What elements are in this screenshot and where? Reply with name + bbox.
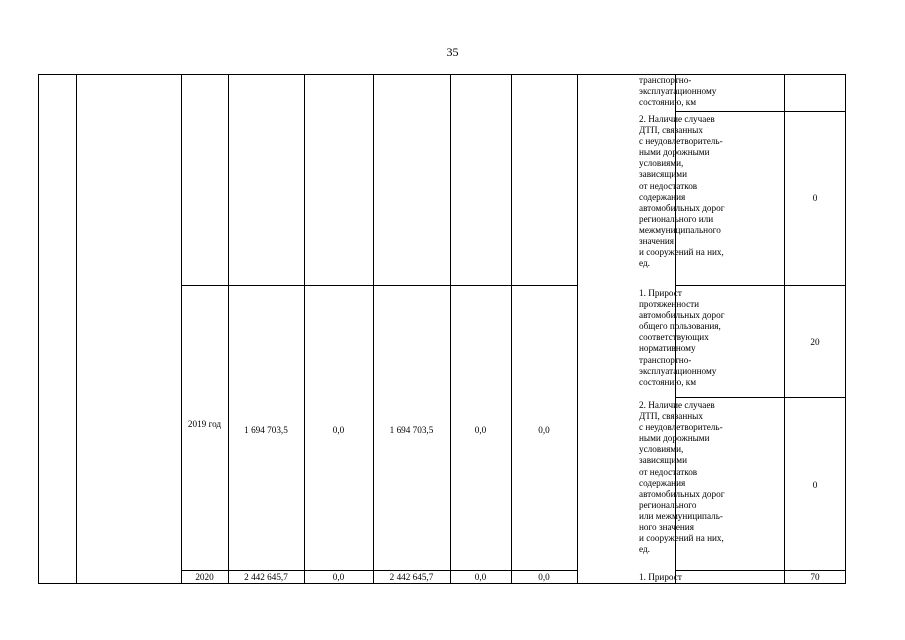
indicator-cell (638, 114, 785, 269)
amount-cell: 0,0 (474, 425, 487, 435)
indicator-value: 0 (812, 193, 818, 203)
amount-cell: 1 694 703,5 (389, 425, 434, 435)
indicator-cell (638, 75, 785, 108)
year-label: 2019 год (187, 419, 222, 429)
indicator-line: с неудовлетворитель- (639, 422, 723, 433)
indicator-line: регионального (639, 499, 697, 510)
column-divider (577, 74, 578, 584)
table-border-left (38, 74, 39, 584)
indicator-line: эксплуатационному (639, 86, 717, 97)
row-divider (675, 111, 846, 112)
indicator-line: регионального или (639, 213, 714, 224)
indicator-line: содержания (639, 477, 686, 488)
page-number: 35 (446, 45, 459, 59)
indicator-line: состоянию, км (639, 376, 697, 387)
indicator-line: зависящими (639, 455, 687, 466)
amount-total: 2 442 645,7 (244, 572, 288, 582)
indicator-value: 20 (810, 337, 820, 347)
indicator-line: зависящими (639, 169, 687, 180)
column-divider (373, 74, 374, 584)
indicator-line: межмуниципального (639, 224, 721, 235)
column-divider (228, 74, 229, 584)
indicator-line: общего пользования, (639, 321, 721, 332)
indicator-line: с неудовлетворитель- (639, 136, 723, 147)
column-divider (304, 74, 305, 584)
indicator-line: от недостатков (639, 180, 698, 191)
indicator-line: автомобильных дорог (639, 202, 725, 213)
indicator-line: эксплуатационному (639, 365, 717, 376)
row-divider (181, 570, 577, 571)
indicator-line: 2. Наличие случаев (639, 400, 715, 410)
indicator-line: и сооружений на них, (639, 247, 724, 258)
indicator-value: 0 (812, 480, 818, 490)
indicator-line: содержания (639, 191, 686, 202)
indicator-line: ного значения (639, 522, 694, 533)
row-divider (181, 285, 577, 286)
amount-total: 1 694 703,5 (244, 425, 288, 435)
indicator-line: от недостатков (639, 466, 698, 477)
row-divider (675, 570, 846, 571)
indicator-line: 1. Прирост (639, 572, 682, 582)
indicator-line: или межмуниципаль- (639, 510, 723, 521)
indicator-line: транспортно- (639, 354, 692, 365)
indicator-line: ДТП, связанных (639, 125, 703, 136)
indicator-line: и сооружений на них, (639, 533, 724, 544)
indicator-line: 2. Наличие случаев (639, 114, 715, 124)
indicator-line: автомобильных дорог (639, 310, 725, 321)
indicator-line: условиями, (639, 444, 684, 455)
indicator-cell (638, 288, 785, 388)
column-divider (450, 74, 451, 584)
indicator-line: автомобильных дорог (639, 488, 725, 499)
table-border-bottom (38, 583, 846, 584)
indicator-line: ными дорожными (639, 147, 710, 158)
indicator-cell (638, 400, 785, 555)
indicator-line: состоянию, км (639, 97, 697, 108)
year-label: 2020 (195, 572, 214, 582)
indicator-line: условиями, (639, 158, 684, 169)
amount-cell: 0,0 (538, 425, 550, 435)
indicator-line: ными дорожными (639, 433, 710, 444)
column-divider (76, 74, 77, 584)
column-divider (511, 74, 512, 584)
amount-cell: 0,0 (474, 572, 487, 582)
amount-cell: 0,0 (538, 572, 550, 582)
indicator-line: 1. Прирост (639, 288, 682, 298)
indicator-line: транспортно- (639, 75, 692, 85)
amount-cell: 2 442 645,7 (389, 572, 434, 582)
row-divider (675, 285, 846, 286)
indicator-value: 70 (810, 572, 820, 582)
table-border-right (845, 74, 846, 584)
amount-cell: 0,0 (332, 425, 345, 435)
indicator-line: нормативному (639, 343, 696, 354)
indicator-line: ДТП, связанных (639, 411, 703, 422)
indicator-line: значения (639, 236, 675, 247)
row-divider (675, 397, 846, 398)
amount-cell: 0,0 (332, 572, 345, 582)
indicator-line: ед. (639, 544, 650, 555)
indicator-line: протяженности (639, 299, 700, 310)
indicator-line: соответствующих (639, 332, 709, 343)
column-divider (181, 74, 182, 584)
year-cell (181, 418, 228, 430)
indicator-line: ед. (639, 258, 650, 269)
indicator-cell (638, 572, 785, 583)
